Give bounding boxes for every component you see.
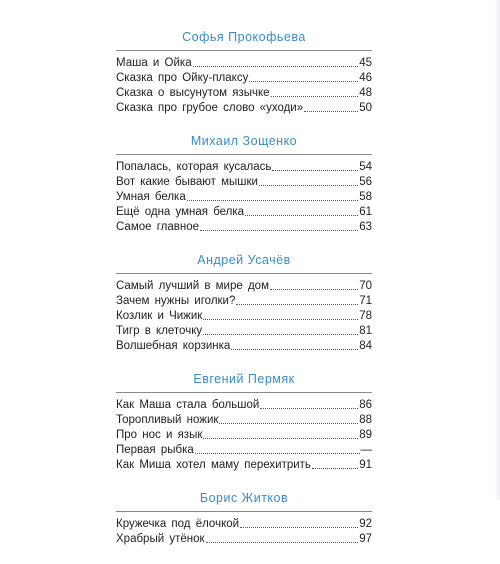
entry-page: — (360, 444, 372, 456)
entry-title: Как Маша стала большой (116, 399, 260, 411)
toc-entry (116, 100, 372, 115)
entry-title: Сказка о высунутом язычке (116, 87, 270, 99)
entry-page: 89 (359, 429, 372, 441)
toc-entry (116, 219, 372, 234)
toc-section (116, 29, 372, 115)
entry-title: Кружечка под ёлочкой (116, 518, 240, 530)
section-author: Борис Житков (199, 491, 289, 505)
toc-entry (116, 55, 372, 70)
dot-leader (203, 334, 358, 335)
entry-page: 46 (359, 72, 372, 84)
entry-title: Тигр в клеточку (116, 325, 203, 337)
entry-title: Храбрый утёнок (116, 533, 205, 545)
dot-leader (203, 438, 358, 439)
entry-page: 78 (359, 310, 372, 322)
entry-page: 91 (359, 459, 372, 471)
entry-page: 97 (359, 533, 372, 545)
entry-title: Козлик и Чижик (116, 310, 203, 322)
section-author: Евгений Пермяк (193, 372, 295, 386)
dot-leader (219, 423, 358, 424)
toc-entry (116, 308, 372, 323)
dot-leader (271, 96, 359, 97)
section-author: Михаил Зощенко (190, 134, 298, 148)
toc-entry (116, 85, 372, 100)
entry-title: Сказка про грубое слово «уходи» (116, 102, 304, 114)
toc-entry (116, 457, 372, 472)
toc-entry (116, 70, 372, 85)
toc-entry (116, 204, 372, 219)
entry-page: 48 (359, 87, 372, 99)
entry-page: 88 (359, 414, 372, 426)
dot-leader (270, 289, 358, 290)
dot-leader (231, 349, 358, 350)
entry-page: 81 (359, 325, 372, 337)
entry-page: 63 (359, 221, 372, 233)
entry-title: Попалась, которая кусалась (116, 161, 272, 173)
toc-entry (116, 531, 372, 546)
entry-title: Зачем нужны иголки? (116, 295, 236, 307)
dot-leader (203, 319, 358, 320)
section-divider (116, 511, 372, 512)
toc-entry (116, 338, 372, 353)
entry-title: Первая рыбка (116, 444, 194, 456)
dot-leader (249, 81, 358, 82)
entry-title: Самое главное (116, 221, 200, 233)
entry-page: 58 (359, 191, 372, 203)
toc-section (116, 133, 372, 234)
table-of-contents (116, 29, 372, 564)
entry-page: 92 (359, 518, 372, 530)
dot-leader (206, 542, 359, 543)
dot-leader (240, 527, 358, 528)
entry-title: Вот какие бывают мышки (116, 176, 258, 188)
dot-leader (195, 453, 360, 454)
dot-leader (312, 468, 358, 469)
page-edge-shadow (494, 0, 500, 500)
section-divider (116, 154, 372, 155)
entry-title: Умная белка (116, 191, 186, 203)
toc-entry (116, 427, 372, 442)
entry-title: Ещё одна умная белка (116, 206, 245, 218)
section-author: Софья Прокофьева (182, 30, 306, 44)
entry-page: 61 (359, 206, 372, 218)
entry-page: 84 (359, 340, 372, 352)
toc-entry (116, 278, 372, 293)
entry-page: 71 (359, 295, 372, 307)
dot-leader (259, 185, 358, 186)
entry-title: Маша и Ойка (116, 57, 192, 69)
entry-page: 50 (359, 102, 372, 114)
toc-entry (116, 189, 372, 204)
dot-leader (245, 215, 358, 216)
toc-entry (116, 516, 372, 531)
dot-leader (187, 200, 358, 201)
entry-page: 45 (359, 57, 372, 69)
dot-leader (193, 66, 359, 67)
entry-title: Про нос и язык (116, 429, 203, 441)
entry-page: 86 (359, 399, 372, 411)
dot-leader (272, 170, 358, 171)
toc-entry (116, 159, 372, 174)
dot-leader (200, 230, 358, 231)
dot-leader (304, 111, 358, 112)
entry-page: 54 (359, 161, 372, 173)
toc-section (116, 490, 372, 546)
entry-page: 70 (359, 280, 372, 292)
toc-entry (116, 397, 372, 412)
dot-leader (260, 408, 358, 409)
toc-section (116, 252, 372, 353)
toc-entry (116, 412, 372, 427)
entry-page: 56 (359, 176, 372, 188)
entry-title: Самый лучший в мире дом (116, 280, 269, 292)
dot-leader (236, 304, 358, 305)
toc-entry (116, 174, 372, 189)
toc-entry (116, 442, 372, 457)
toc-entry (116, 293, 372, 308)
entry-title: Сказка про Ойку-плаксу (116, 72, 249, 84)
toc-section (116, 371, 372, 472)
entry-title: Как Миша хотел маму перехитрить (116, 459, 311, 471)
section-divider (116, 392, 372, 393)
entry-title: Волшебная корзинка (116, 340, 231, 352)
section-divider (116, 50, 372, 51)
section-author: Андрей Усачёв (197, 253, 291, 267)
section-divider (116, 273, 372, 274)
entry-title: Торопливый ножик (116, 414, 219, 426)
toc-entry (116, 323, 372, 338)
